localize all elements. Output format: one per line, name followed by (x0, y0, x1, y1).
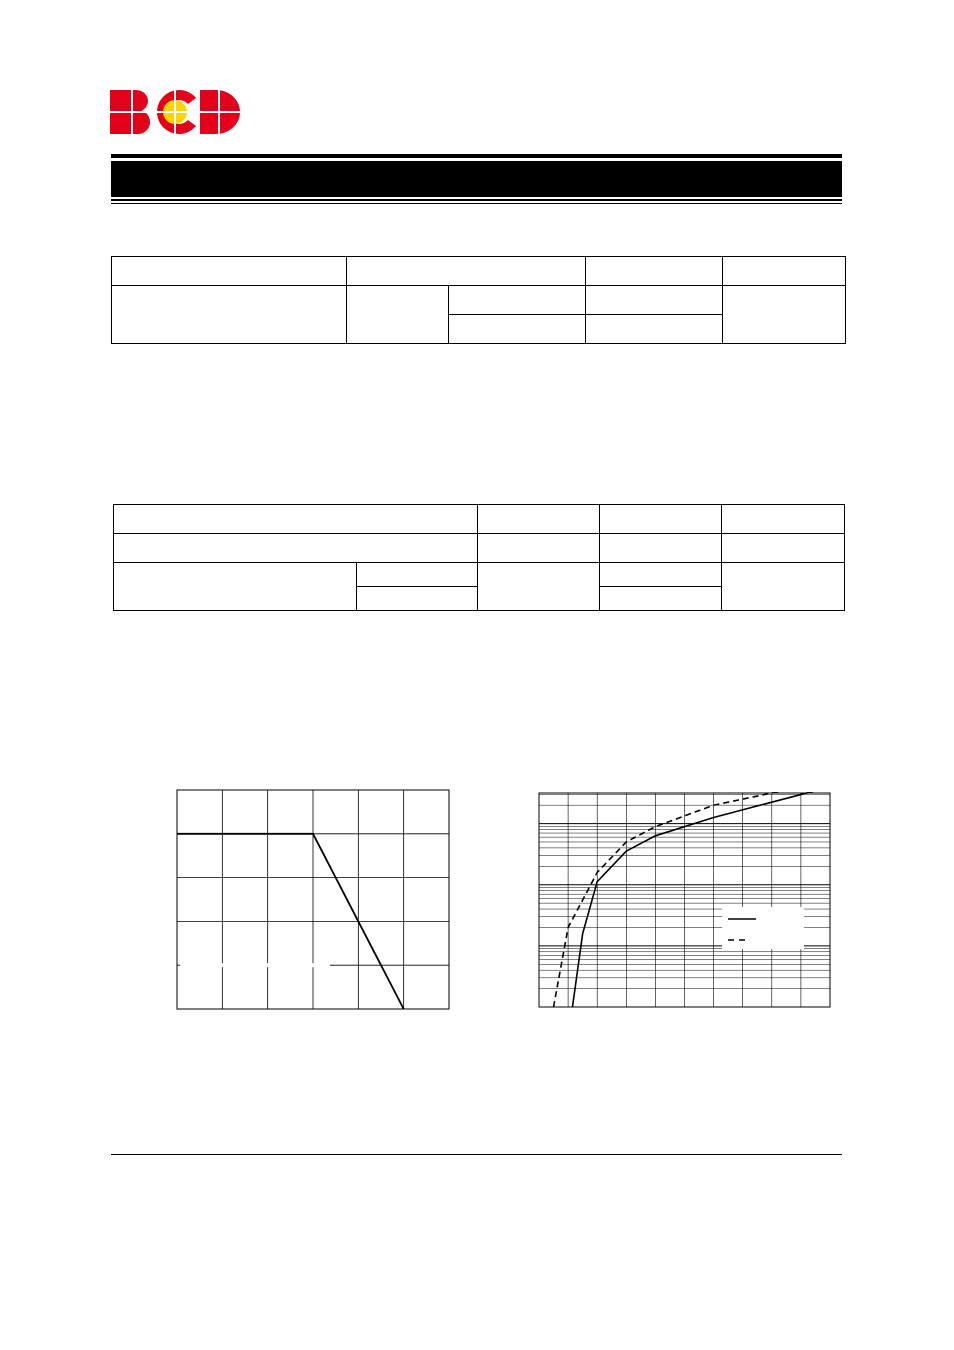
header-bottom-rule-thin (111, 203, 842, 204)
header-top-rule (111, 154, 842, 158)
table-header-cell (586, 257, 723, 286)
table-cell (600, 534, 722, 563)
chart-2 (538, 792, 832, 1009)
chart-1 (176, 789, 451, 1012)
table-cell (478, 534, 600, 563)
table-row (114, 563, 845, 587)
table-cell (586, 315, 723, 344)
table-header-cell (347, 257, 586, 286)
table-2 (113, 504, 845, 611)
table-row (114, 534, 845, 563)
table-cell (449, 286, 586, 315)
table-cell (722, 534, 845, 563)
table-cell (478, 563, 600, 611)
table-cell (600, 587, 722, 611)
table-header-cell (478, 505, 600, 534)
table-cell (114, 563, 357, 611)
series-line-0 (572, 792, 830, 1007)
table-cell (114, 534, 478, 563)
table-row (112, 257, 846, 286)
header-bottom-rule-thick (111, 199, 842, 201)
table-cell (357, 563, 478, 587)
table-cell (357, 587, 478, 611)
table-header-cell (114, 505, 478, 534)
table-1 (111, 256, 846, 344)
footer-rule (111, 1154, 842, 1155)
table-header-cell (723, 257, 846, 286)
table-cell (723, 286, 846, 344)
table-cell (586, 286, 723, 315)
series-line-1 (554, 792, 801, 1007)
table-header-cell (600, 505, 722, 534)
table-header-cell (722, 505, 845, 534)
label-mask (180, 963, 330, 967)
table-cell (449, 315, 586, 344)
bcd-logo (108, 88, 242, 136)
legend-box (722, 907, 804, 949)
table-cell (112, 286, 347, 344)
table-cell (600, 563, 722, 587)
table-cell (347, 286, 449, 344)
table-header-cell (112, 257, 347, 286)
table-cell (722, 563, 845, 611)
table-row (114, 505, 845, 534)
table-row (112, 286, 846, 315)
header-title-bar (111, 161, 842, 197)
